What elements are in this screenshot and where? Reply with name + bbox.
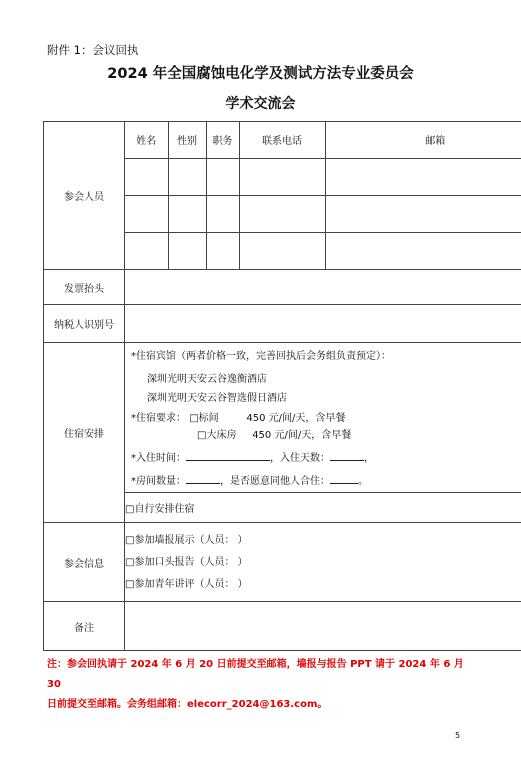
taxid-field[interactable] bbox=[125, 305, 521, 343]
taxid-label: 纳税人识别号 bbox=[44, 305, 125, 343]
attendee-email-cell[interactable] bbox=[325, 158, 521, 195]
note-line-1: 注：参会回执请于 2024 年 6 月 20 日前提交至邮箱，墙报与报告 PPT 请于 2024 年 6 月 30 bbox=[47, 659, 464, 690]
room-requirement-label: *住宿要求： bbox=[131, 413, 186, 424]
attendee-gender-cell[interactable] bbox=[168, 158, 206, 195]
attendee-row bbox=[125, 195, 521, 232]
lodging-row bbox=[44, 343, 521, 493]
attendee-position-cell[interactable] bbox=[206, 232, 239, 269]
attendee-name-cell[interactable] bbox=[125, 232, 168, 269]
hotel-option-2: 深圳光明天安云谷智选假日酒店 bbox=[147, 393, 287, 404]
participation-options bbox=[125, 523, 521, 602]
invoice-field[interactable] bbox=[125, 270, 521, 305]
attendee-position-cell[interactable] bbox=[206, 195, 239, 232]
room-price-king: 450 元/间/天，含早餐 bbox=[252, 430, 352, 441]
note-line-2: 日前提交至邮箱。会务组邮箱：elecorr_2024@163.com。 bbox=[47, 699, 328, 710]
checkin-label: *入住时间： bbox=[131, 453, 186, 464]
remarks-row bbox=[44, 602, 521, 651]
self-arrange-checkbox[interactable]: □自行安排住宿 bbox=[125, 493, 521, 523]
stay-days-label: ，入住天数： bbox=[270, 453, 330, 464]
attendee-gender-cell[interactable] bbox=[168, 232, 206, 269]
col-position: 职务 bbox=[206, 122, 239, 158]
attendees-table bbox=[125, 122, 521, 269]
youth-review-option[interactable]: □参加青年讲评（人员： ） bbox=[125, 578, 248, 590]
oral-report-option[interactable]: □参加口头报告（人员： ） bbox=[125, 556, 248, 568]
page-number: 5 bbox=[455, 731, 461, 740]
share-blank[interactable] bbox=[330, 474, 358, 484]
attendee-row bbox=[125, 232, 521, 269]
lodging-label: 住宿安排 bbox=[44, 343, 125, 523]
title-line-1: 2024 年全国腐蚀电化学及测试方法专业委员会 bbox=[107, 66, 414, 82]
stay-days-blank[interactable] bbox=[330, 451, 364, 461]
attendee-name-cell[interactable] bbox=[125, 158, 168, 195]
room-type-king[interactable]: □大床房 bbox=[197, 430, 237, 441]
checkin-date-blank[interactable] bbox=[186, 451, 270, 461]
lodging-details bbox=[125, 343, 521, 493]
poster-option[interactable]: □参加墙报展示（人员： ） bbox=[125, 534, 248, 546]
attendee-gender-cell[interactable] bbox=[168, 195, 206, 232]
checkin-comma: ， bbox=[364, 453, 374, 464]
hotel-intro: *住宿宾馆（两者价格一致，完善回执后会务组负责预定）： bbox=[131, 351, 391, 362]
registration-form bbox=[43, 121, 521, 651]
room-count-period: 。 bbox=[358, 476, 368, 487]
room-count-line bbox=[131, 474, 368, 487]
room-count-label: *房间数量： bbox=[131, 476, 186, 487]
room-count-blank[interactable] bbox=[186, 474, 220, 484]
checkin-line bbox=[131, 451, 374, 464]
remarks-field[interactable] bbox=[125, 602, 521, 651]
attendees-header-row bbox=[125, 122, 521, 158]
col-name: 姓名 bbox=[125, 122, 168, 158]
invoice-label: 发票抬头 bbox=[44, 270, 125, 305]
room-price-standard: 450 元/间/天，含早餐 bbox=[246, 413, 346, 424]
attendees-row bbox=[44, 122, 521, 270]
attachment-label: 附件 1：会议回执 bbox=[47, 43, 139, 57]
hotel-option-1: 深圳光明天安云谷逸衡酒店 bbox=[147, 374, 267, 385]
participation-row bbox=[44, 523, 521, 602]
attendee-phone-cell[interactable] bbox=[239, 158, 325, 195]
title-line-2: 学术交流会 bbox=[225, 96, 296, 112]
invoice-row bbox=[44, 270, 521, 305]
room-king-line bbox=[197, 431, 351, 441]
attendee-email-cell[interactable] bbox=[325, 232, 521, 269]
col-gender: 性别 bbox=[168, 122, 206, 158]
attendee-row bbox=[125, 158, 521, 195]
attendee-position-cell[interactable] bbox=[206, 158, 239, 195]
share-label: ，是否愿意同他人合住： bbox=[220, 476, 330, 487]
room-type-standard[interactable]: □标间 bbox=[189, 413, 219, 424]
taxid-row bbox=[44, 305, 521, 343]
col-email: 邮箱 bbox=[325, 122, 521, 158]
attendee-name-cell[interactable] bbox=[125, 195, 168, 232]
remarks-label: 备注 bbox=[44, 602, 125, 651]
attendee-phone-cell[interactable] bbox=[239, 195, 325, 232]
submission-note bbox=[47, 655, 467, 715]
col-phone: 联系电话 bbox=[239, 122, 325, 158]
participation-label: 参会信息 bbox=[44, 523, 125, 602]
attendee-email-cell[interactable] bbox=[325, 195, 521, 232]
attendee-phone-cell[interactable] bbox=[239, 232, 325, 269]
attendees-label: 参会人员 bbox=[44, 122, 125, 270]
room-requirement-line bbox=[131, 414, 345, 424]
